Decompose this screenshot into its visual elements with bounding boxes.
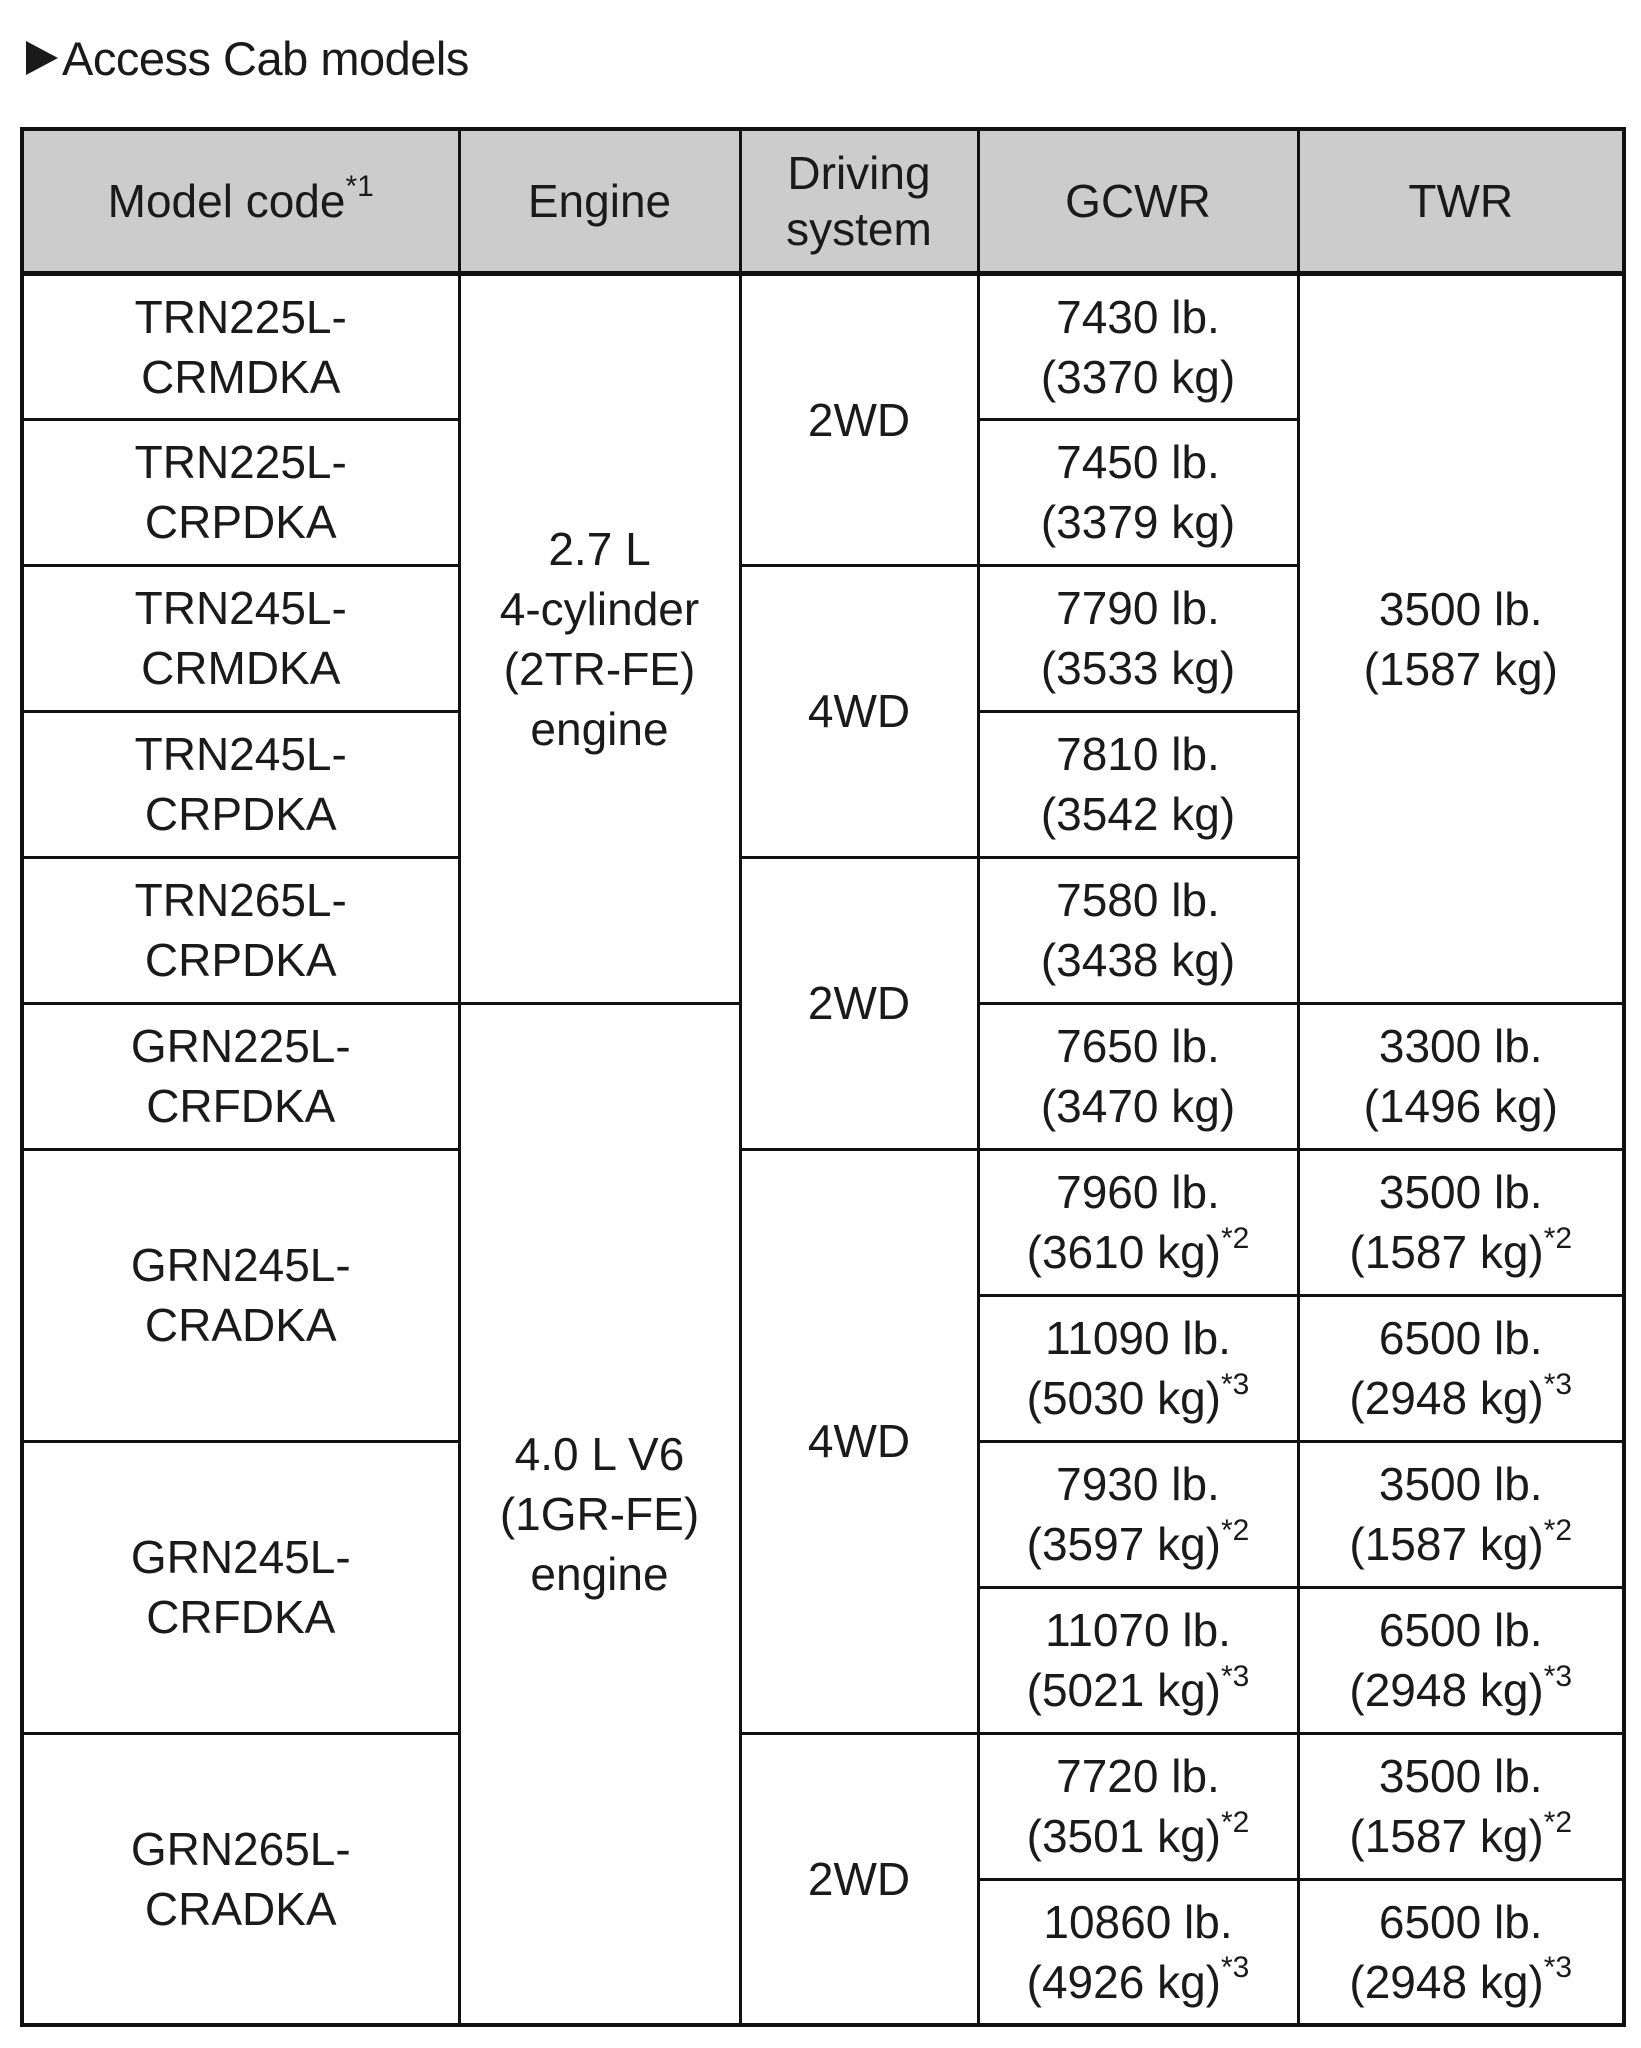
section-heading (26, 26, 469, 90)
gcwr-cell: 7930 lb. (3597 kg)$^{*2}$ (978, 1441, 1298, 1587)
header-twr: TWR (1298, 129, 1624, 273)
footnote-ref: *3 (1220, 1951, 1250, 1985)
model-code-cell: TRN245L- CRMDKA (22, 565, 459, 711)
twr-cell: 6500 lb. (2948 kg)$^{*3}$ (1298, 1587, 1624, 1733)
twr-cell: 6500 lb. (2948 kg)$^{*3}$ (1298, 1879, 1624, 2025)
gcwr-cell: 7960 lb. (3610 kg)$^{*2}$ (978, 1149, 1298, 1295)
model-code-cell: GRN265L- CRADKA (22, 1733, 459, 2025)
footnote-ref: *3 (1543, 1951, 1573, 1985)
footnote-ref: *3 (1543, 1367, 1573, 1401)
gcwr-cell: 7790 lb. (3533 kg) (978, 565, 1298, 711)
engine-cell: 2.7 L 4-cylinder (2TR-FE) engine (459, 273, 740, 1003)
driving-system-cell: 4WD (740, 1149, 978, 1733)
towing-capacity-table (20, 127, 1626, 2027)
footnote-ref: *2 (1220, 1221, 1250, 1255)
footnote-ref: *3 (1220, 1367, 1250, 1401)
footnote-ref: *3 (1220, 1659, 1250, 1693)
twr-cell: 6500 lb. (2948 kg)$^{*3}$ (1298, 1295, 1624, 1441)
model-code-cell: GRN225L- CRFDKA (22, 1003, 459, 1149)
table-row (22, 1733, 1624, 1879)
gcwr-cell: 11090 lb. (5030 kg)$^{*3}$ (978, 1295, 1298, 1441)
table-row (22, 1149, 1624, 1295)
header-model-code: Model code$^{*1}$ (22, 129, 459, 273)
model-code-cell: GRN245L- CRADKA (22, 1149, 459, 1441)
twr-cell: 3500 lb. (1587 kg)$^{*2}$ (1298, 1441, 1624, 1587)
driving-system-cell: 2WD (740, 273, 978, 565)
section-title: Access Cab models (62, 31, 469, 85)
twr-cell: 3500 lb. (1587 kg) (1298, 273, 1624, 1003)
gcwr-cell: 7430 lb. (3370 kg) (978, 273, 1298, 419)
gcwr-cell: 10860 lb. (4926 kg)$^{*3}$ (978, 1879, 1298, 2025)
gcwr-cell: 7580 lb. (3438 kg) (978, 857, 1298, 1003)
header-gcwr: GCWR (978, 129, 1298, 273)
footnote-ref: *3 (1543, 1659, 1573, 1693)
gcwr-cell: 11070 lb. (5021 kg)$^{*3}$ (978, 1587, 1298, 1733)
footnote-ref: *1 (345, 170, 374, 204)
gcwr-cell: 7810 lb. (3542 kg) (978, 711, 1298, 857)
header-driving-system: Driving system (740, 129, 978, 273)
twr-cell: 3500 lb. (1587 kg)$^{*2}$ (1298, 1149, 1624, 1295)
footnote-ref: *2 (1220, 1513, 1250, 1547)
twr-cell: 3300 lb. (1496 kg) (1298, 1003, 1624, 1149)
table-header-row (22, 129, 1624, 273)
footnote-ref: *2 (1220, 1805, 1250, 1839)
driving-system-cell: 2WD (740, 1733, 978, 2025)
driving-system-cell: 4WD (740, 565, 978, 857)
header-engine: Engine (459, 129, 740, 273)
right-triangle-bullet-icon (26, 41, 58, 75)
model-code-cell: TRN225L- CRMDKA (22, 273, 459, 419)
footnote-ref: *2 (1543, 1513, 1573, 1547)
table-row (22, 273, 1624, 419)
engine-cell: 4.0 L V6 (1GR-FE) engine (459, 1003, 740, 2025)
footnote-ref: *2 (1543, 1221, 1573, 1255)
gcwr-cell: 7720 lb. (3501 kg)$^{*2}$ (978, 1733, 1298, 1879)
model-code-cell: GRN245L- CRFDKA (22, 1441, 459, 1733)
model-code-cell: TRN245L- CRPDKA (22, 711, 459, 857)
model-code-cell: TRN225L- CRPDKA (22, 419, 459, 565)
twr-cell: 3500 lb. (1587 kg)$^{*2}$ (1298, 1733, 1624, 1879)
driving-system-cell: 2WD (740, 857, 978, 1149)
gcwr-cell: 7450 lb. (3379 kg) (978, 419, 1298, 565)
model-code-cell: TRN265L- CRPDKA (22, 857, 459, 1003)
gcwr-cell: 7650 lb. (3470 kg) (978, 1003, 1298, 1149)
footnote-ref: *2 (1543, 1805, 1573, 1839)
